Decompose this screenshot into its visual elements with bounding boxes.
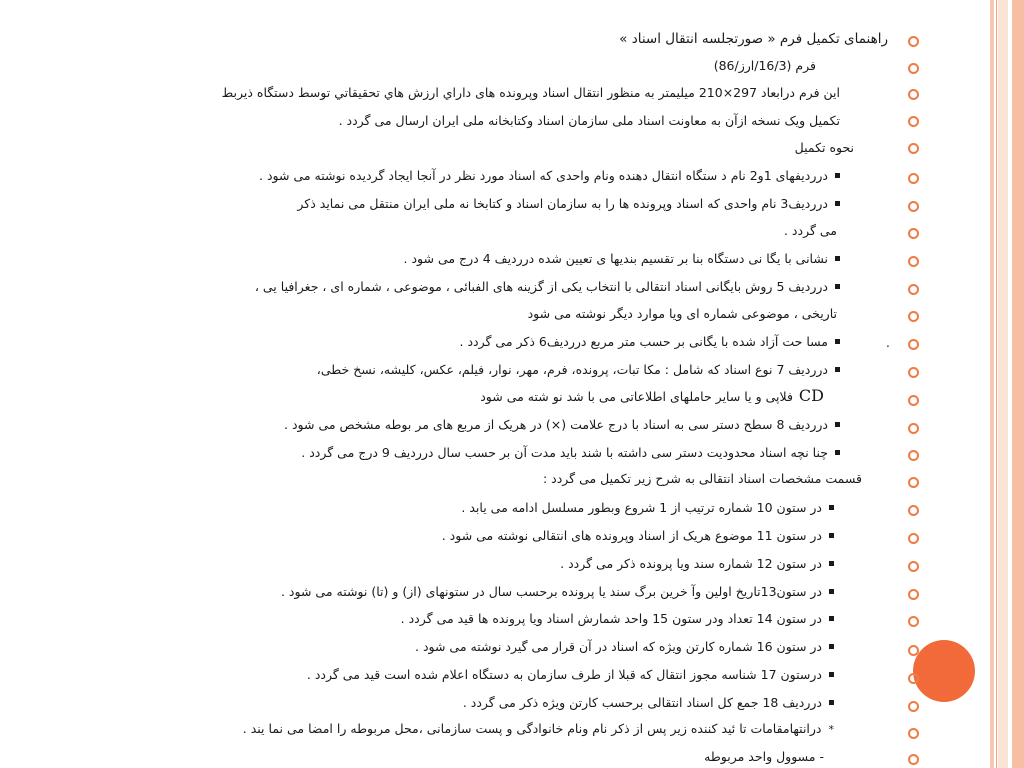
square-bullet-icon (829, 533, 834, 538)
list-item: در ستون 14 تعداد ودر ستون 15 واحد شمارش اسناد ویا پرونده ها قید می گردد . (401, 610, 834, 628)
ring-bullet-icon (908, 63, 919, 74)
list-item-continuation: می گردد . (783, 223, 837, 238)
square-bullet-icon (829, 616, 834, 621)
ring-bullet-icon (908, 477, 919, 488)
square-bullet-icon (829, 700, 834, 705)
star-bullet-icon: * (828, 723, 834, 736)
ring-bullet-icon (908, 201, 919, 212)
ring-bullet-icon (908, 450, 919, 461)
square-bullet-icon (829, 644, 834, 649)
signature-role: - مسوول واحد مربوطه (704, 749, 824, 764)
decor-stripe (998, 0, 1008, 768)
ring-bullet-icon (908, 395, 919, 406)
list-item-continuation: تاریخی ، موضوعی شماره ای ویا موارد دیگر نوشته می شود (527, 306, 837, 321)
ring-bullet-icon (908, 673, 919, 684)
cd-label: CD (798, 386, 824, 405)
slide-title: راهنمای تکمیل فرم « صورتجلسه انتقال اسناد » (619, 31, 888, 47)
square-bullet-icon (835, 450, 840, 455)
list-item-continuation: CDفلاپی و یا سایر حاملهای اطلاعاتی می با شد نو شته می شود (480, 386, 824, 405)
square-bullet-icon (835, 201, 840, 206)
ring-bullet-icon (908, 256, 919, 267)
list-item: درستون 17 شناسه مجوز انتقال که قبلا از طرف سازمان به دستگاه اعلام شده است قید می گردد . (307, 666, 834, 684)
square-bullet-icon (829, 589, 834, 594)
decor-stripe-thin (996, 0, 997, 768)
square-bullet-icon (835, 422, 840, 427)
square-bullet-icon (835, 367, 840, 372)
ring-bullet-icon (908, 728, 919, 739)
list-item: درردیف 8 سطح دستر سی به اسناد با درج علامت (×) در هریک از مربع های مر بوطه مشخص می شود . (284, 416, 840, 434)
square-bullet-icon (829, 672, 834, 677)
square-bullet-icon (835, 339, 840, 344)
ring-bullet-icon (908, 423, 919, 434)
ring-bullet-icon (908, 143, 919, 154)
ring-bullet-icon (908, 616, 919, 627)
list-item: نشانی با یگا نی دستگاه بنا بر تقسیم بندیها ی تعیین شده درردیف 4 درج می شود . (404, 250, 840, 268)
ring-bullet-icon (908, 36, 919, 47)
list-item: *درانتهامقامات تا ئید کننده زیر پس از ذکر نام ونام خانوادگی و پست سازمانی ،محل مربوطه را امضا می نما یند . (243, 720, 834, 739)
ring-bullet-icon (908, 701, 919, 712)
ring-bullet-icon (908, 589, 919, 600)
ring-bullet-icon (908, 754, 919, 765)
paragraph-line: این فرم درابعاد 297×210 میلیمتر به منظور انتقال اسناد وپرونده های داراي ارزش هاي تحقيقاتي توسط دستگاه ذيربط (221, 85, 840, 100)
paragraph-line: تکمیل ویک نسخه ازآن به معاونت اسناد ملی سازمان اسناد وکتابخانه ملی ایران ارسال می گردد . (338, 113, 840, 128)
form-code: فرم (16/3/ارز/86) (713, 58, 816, 73)
square-bullet-icon (835, 173, 840, 178)
ring-bullet-icon (908, 116, 919, 127)
list-item: درردیف 18 جمع کل اسناد انتقالی برحسب کارتن ویژه ذکر می گردد . (463, 694, 834, 712)
ring-bullet-icon (908, 173, 919, 184)
list-item: در ستون 12 شماره سند ویا پرونده ذکر می گردد . (560, 555, 834, 573)
square-bullet-icon (829, 561, 834, 566)
section-heading: قسمت مشخصات اسناد انتقالی به شرح زیر تکمیل می گردد : (542, 471, 862, 486)
list-item: چنا نچه اسناد محدودیت دستر سی داشته با شند باید مدت آن بر حسب سال درردیف 9 درج می گردد . (301, 444, 840, 462)
ring-bullet-icon (908, 228, 919, 239)
list-item: درردیفهای 1و2 نام د ستگاه انتقال دهنده ونام واحدی که اسناد مورد نظر در آنجا ایجاد گردیده نوشته می شود . (259, 167, 840, 185)
square-bullet-icon (835, 256, 840, 261)
list-item: مسا حت آزاد شده با یگانی بر حسب متر مربع درردیف6 ذکر می گردد . (460, 333, 840, 351)
ring-bullet-icon (908, 311, 919, 322)
square-bullet-icon (829, 505, 834, 510)
ring-bullet-icon (908, 505, 919, 516)
ring-bullet-icon (908, 645, 919, 656)
list-item: در ستون 11 موضوع هریک از اسناد وپرونده های انتقالی نوشته می شود . (442, 527, 834, 545)
stray-dot: . (886, 336, 890, 350)
decor-circle (913, 640, 975, 702)
ring-bullet-icon (908, 89, 919, 100)
list-item: درردیف 7 نوع اسناد که شامل : مکا تبات، پرونده، فرم، مهر، نوار، فیلم، عکس، کلیشه، نسخ خطی، (317, 361, 840, 379)
ring-bullet-icon (908, 533, 919, 544)
list-item: درردیف3 نام واحدی که اسناد وپرونده ها را به سازمان اسناد و کتابخا نه ملی ایران منتقل می نماید ذکر (297, 195, 840, 213)
list-item: در ستون 10 شماره ترتیب از 1 شروع وبطور مسلسل ادامه می یابد . (461, 499, 834, 517)
list-item: در ستون 16 شماره کارتن ویژه که اسناد در آن قرار می گیرد نوشته می شود . (415, 638, 834, 656)
square-bullet-icon (835, 284, 840, 289)
ring-bullet-icon (908, 339, 919, 350)
list-item: در ستون13تاریخ اولین وآ خرین برگ سند یا پرونده برحسب سال در ستونهای (از) و (تا) نوشته می شود . (281, 583, 834, 601)
decor-stripe (1012, 0, 1024, 768)
list-item: درردیف 5 روش بایگانی اسناد انتقالی با انتخاب یکی از گزینه های الفبائی ، موضوعی ، شماره ای ، جغرافیا یی ، (255, 278, 840, 296)
ring-bullet-icon (908, 284, 919, 295)
decor-stripe (990, 0, 994, 768)
ring-bullet-icon (908, 367, 919, 378)
section-heading: نحوه تکمیل (794, 140, 854, 155)
ring-bullet-icon (908, 561, 919, 572)
bullet-column (906, 0, 922, 768)
